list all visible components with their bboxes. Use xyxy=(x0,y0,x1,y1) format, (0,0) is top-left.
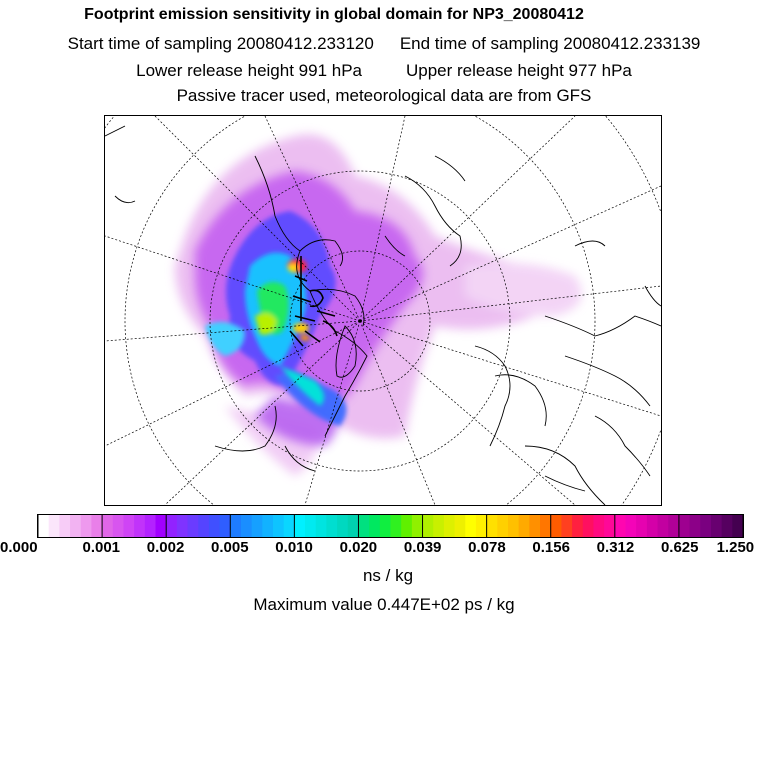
colorbar-swatch xyxy=(519,515,530,537)
colorbar-swatch xyxy=(626,515,637,537)
end-time-label: End time of sampling 20080412.233139 xyxy=(399,34,701,53)
colorbar-swatch xyxy=(145,515,156,537)
colorbar-swatch xyxy=(209,515,220,537)
colorbar-swatch xyxy=(497,515,508,537)
maximum-value: Maximum value 0.447E+02 ps / kg xyxy=(253,595,515,614)
colorbar-tick-label: 0.010 xyxy=(275,539,313,556)
colorbar-unit: ns / kg xyxy=(362,566,414,585)
colorbar-swatch xyxy=(241,515,252,537)
upper-height-label: Upper release height 977 hPa xyxy=(406,61,632,80)
colorbar-swatch xyxy=(380,515,391,537)
colorbar-swatch xyxy=(583,515,594,537)
colorbar-swatch xyxy=(166,515,177,537)
colorbar-swatch xyxy=(316,515,327,537)
colorbar-tick-label: 0.005 xyxy=(211,539,249,556)
colorbar-swatch xyxy=(134,515,145,537)
colorbar-swatch xyxy=(433,515,444,537)
colorbar-swatch xyxy=(455,515,466,537)
colorbar-swatch xyxy=(358,515,369,537)
colorbar-swatch xyxy=(508,515,519,537)
colorbar-tick-label: 0.312 xyxy=(596,539,635,556)
colorbar-tick-label: 0.000 xyxy=(0,539,38,556)
colorbar-tick-label: 0.002 xyxy=(146,539,185,556)
colorbar-swatch xyxy=(81,515,92,537)
colorbar-swatch xyxy=(679,515,690,537)
colorbar-swatch xyxy=(294,515,305,537)
sampling-times xyxy=(0,34,768,54)
colorbar-swatch xyxy=(49,515,60,537)
colorbar-tick-label: 1.250 xyxy=(716,539,755,556)
colorbar-swatch xyxy=(668,515,679,537)
map-panel xyxy=(104,115,662,506)
colorbar-swatch xyxy=(123,515,134,537)
colorbar-tick-label: 0.625 xyxy=(660,539,699,556)
colorbar-swatch xyxy=(391,515,402,537)
colorbar-swatch xyxy=(647,515,658,537)
colorbar-swatch xyxy=(102,515,113,537)
colorbar xyxy=(37,514,744,538)
colorbar-swatch xyxy=(198,515,209,537)
colorbar-swatch xyxy=(337,515,348,537)
release-heights xyxy=(0,61,768,81)
colorbar-swatch xyxy=(476,515,487,537)
colorbar-swatch xyxy=(401,515,412,537)
polar-map xyxy=(105,116,661,505)
colorbar-swatch xyxy=(305,515,316,537)
colorbar-tick-label: 0.001 xyxy=(82,539,121,556)
colorbar-swatch xyxy=(700,515,711,537)
colorbar-swatch xyxy=(711,515,722,537)
colorbar-swatch xyxy=(220,515,231,537)
colorbar-swatch xyxy=(529,515,540,537)
colorbar-swatch xyxy=(636,515,647,537)
colorbar-swatch xyxy=(444,515,455,537)
colorbar-swatch xyxy=(722,515,733,537)
colorbar-swatch xyxy=(551,515,562,537)
colorbar-swatch xyxy=(423,515,434,537)
colorbar-swatch xyxy=(188,515,199,537)
colorbar-swatch xyxy=(593,515,604,537)
colorbar-swatch xyxy=(113,515,124,537)
lower-height-label: Lower release height 991 hPa xyxy=(136,61,362,80)
colorbar-swatch xyxy=(156,515,167,537)
start-time-label: Start time of sampling 20080412.233120 xyxy=(67,34,374,53)
tracer-note: Passive tracer used, meteorological data are from GFS xyxy=(176,86,592,105)
colorbar-swatch xyxy=(262,515,273,537)
colorbar-tick-label: 0.078 xyxy=(468,539,506,556)
colorbar-swatch xyxy=(348,515,359,537)
colorbar-scale xyxy=(37,514,744,538)
colorbar-swatch xyxy=(604,515,615,537)
colorbar-swatch xyxy=(465,515,476,537)
colorbar-tick-label: 0.156 xyxy=(532,539,570,556)
colorbar-swatch xyxy=(91,515,102,537)
footprint-plume xyxy=(175,134,582,476)
colorbar-swatch xyxy=(540,515,551,537)
colorbar-swatch xyxy=(326,515,337,537)
colorbar-swatch xyxy=(273,515,284,537)
colorbar-swatch xyxy=(412,515,423,537)
colorbar-swatch xyxy=(572,515,583,537)
colorbar-swatch xyxy=(369,515,380,537)
colorbar-swatch xyxy=(284,515,295,537)
colorbar-swatch xyxy=(252,515,263,537)
colorbar-swatch xyxy=(70,515,81,537)
colorbar-swatch xyxy=(615,515,626,537)
colorbar-swatch xyxy=(59,515,70,537)
colorbar-swatch xyxy=(38,515,49,537)
colorbar-swatch xyxy=(561,515,572,537)
plot-title: Footprint emission sensitivity in global domain for NP3_20080412 xyxy=(84,6,584,23)
colorbar-swatch xyxy=(230,515,241,537)
colorbar-swatch xyxy=(177,515,188,537)
colorbar-tick-label: 0.020 xyxy=(339,539,378,556)
colorbar-swatch xyxy=(658,515,669,537)
colorbar-swatch xyxy=(690,515,701,537)
colorbar-swatch xyxy=(732,515,743,537)
colorbar-tick-label: 0.039 xyxy=(403,539,442,556)
colorbar-swatch xyxy=(487,515,498,537)
